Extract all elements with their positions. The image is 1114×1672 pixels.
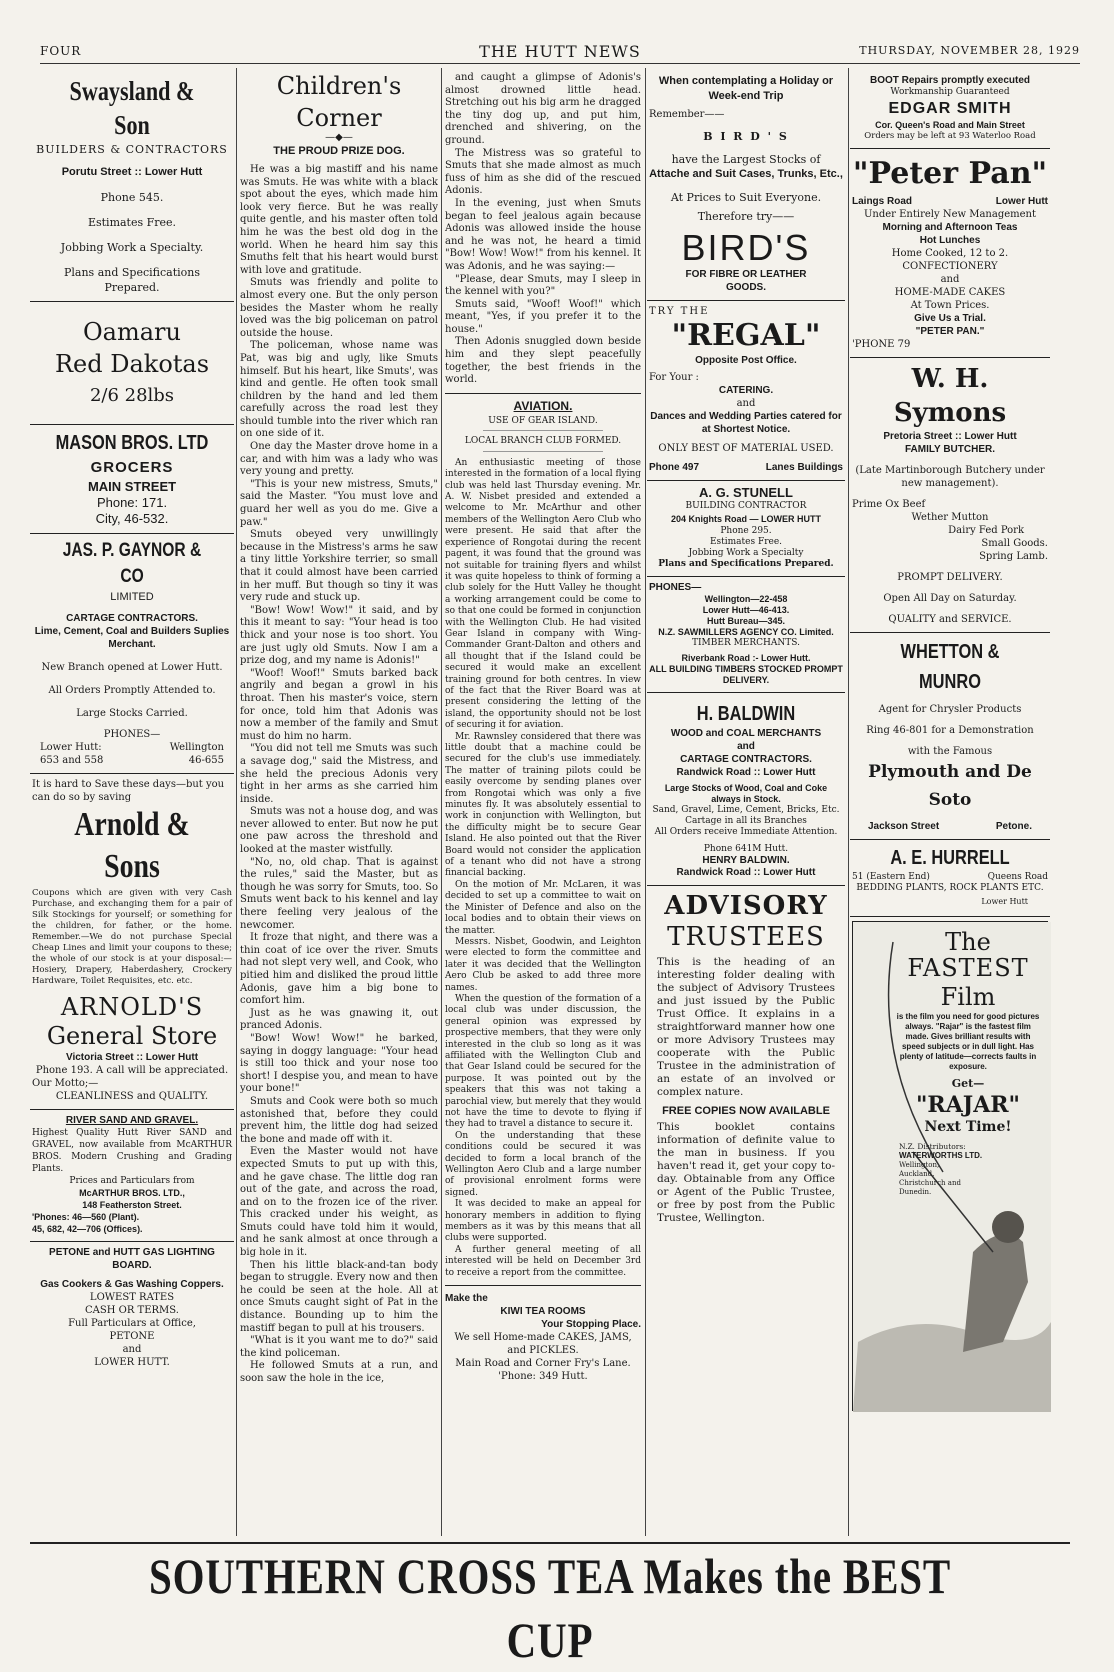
peterpan-and: and <box>940 274 960 285</box>
story-paragraph: One day the Master drove home in a car, and with him was a lady who was very young and pretty. <box>240 441 438 478</box>
edgar-address: Cor. Queen's Road and Main Street <box>875 120 1025 130</box>
story-continued-paragraph: The Mistress was so grateful to Smuts that she made almost as much fuss of him as she did of the rescued Adonis. <box>445 147 641 197</box>
birds-name-small: B I R D ' S <box>703 130 789 143</box>
gas-petone: PETONE <box>109 1331 155 1342</box>
stunell-plans: Plans and Specifications Prepared. <box>658 559 834 569</box>
swaysland-trade: BUILDERS & CONTRACTORS <box>36 143 228 156</box>
arnold-motto-label: Our Motto;— <box>32 1078 99 1089</box>
ad-swaysland <box>30 70 234 302</box>
story-paragraph: Smuts was not a house dog, and was never allowed to enter. But now he put one paw across the threshold and looked at the master wistfully. <box>240 806 438 856</box>
gaynor-orders: All Orders Promptly Attended to. <box>48 685 216 696</box>
whetton-town: Petone. <box>995 821 1032 832</box>
symons-wether: Wether Mutton <box>911 512 989 523</box>
gas-rates: LOWEST RATES <box>89 1292 175 1303</box>
peterpan-name: "Peter Pan" <box>852 156 1048 191</box>
gaynor-limited: LIMITED <box>110 591 154 603</box>
regal-catering: CATERING. <box>718 385 774 396</box>
masthead <box>40 40 1080 64</box>
rajar-name: "RAJAR" <box>915 1092 1021 1118</box>
story-paragraph: Just as he was gnawing it, out pranced Adonis. <box>240 1007 438 1032</box>
swaysland-estimates: Estimates Free. <box>87 216 177 229</box>
regal-name: "REGAL" <box>671 318 821 353</box>
baldwin-orders: All Orders receive Immediate Attention. <box>654 827 838 837</box>
sawmillers-phone-3: Hutt Bureau—345. <box>706 616 786 626</box>
mason-trade: GROCERS <box>90 459 174 476</box>
story-paragraph: Then his little black-and-tan body began to struggle. Every now and then he could be seen at the hole. All at once Smuts caught sight of Pat in the distance. Bounding up to him the mastiff began to pull at his trousers. <box>240 1259 438 1334</box>
mason-city: City, 46-532. <box>95 511 169 526</box>
aviation-subtitle: USE OF GEAR ISLAND. <box>488 415 598 426</box>
baldwin-name: H. BALDWIN <box>696 703 796 725</box>
symons-pork: Dairy Fed Pork <box>948 525 1024 536</box>
aviation-paragraph: Mr. Rawnsley considered that there was little doubt that a machine could be secured for the club's use immediately. The matter of training pilots could be easily overcome by sending planes over from Rongotai which was only a five minutes fly. It was absolutely essential to work in conjunction with Wellington, but the difficulty might be to secure Gear Island. He also pointed out that the River Board would not consider the application of a tenant who did not have a strong financial backing. <box>445 731 641 879</box>
arnold-store-type: General Store <box>46 1022 218 1050</box>
arnold-name: Arnold & Sons <box>74 806 190 885</box>
page-number: FOUR <box>40 44 82 58</box>
peterpan-signoff: "PETER PAN." <box>915 326 985 337</box>
sand-company: McARTHUR BROS. LTD., <box>79 1188 185 1198</box>
issue-date: THURSDAY, NOVEMBER 28, 1929 <box>859 44 1080 57</box>
baldwin-wood: WOOD and COAL MERCHANTS <box>670 728 822 739</box>
baldwin-name-2: HENRY BALDWIN. <box>702 855 790 866</box>
story-continued-paragraph: "Please, dear Smuts, may I sleep in the kennel with you?" <box>445 273 641 298</box>
gaynor-phone-wgtn-label: Wellington <box>169 742 224 753</box>
symons-lamb: Spring Lamb. <box>979 551 1048 562</box>
ad-stunell <box>647 481 845 577</box>
story-paragraph: "No, no, old chap. That is against the rules," said the Master, but as though he was sorry for Smuts, too. So Smuts went back to his kennel and lay there feeling very jealous of the newcomer. <box>240 856 438 931</box>
aviation-paragraph: It was decided to make an appeal for honorary members in addition to flying members as it was by this means that all clubs were supported. <box>445 1199 641 1244</box>
ad-symons <box>850 358 1050 633</box>
story-continued-paragraph: In the evening, just when Smuts began to feel jealous again because Adonis was allowed inside the house and he was not, he heard a timid "Bow! Wow! Wow!" from his kennel. It was Adonis, and he was saying:— <box>445 197 641 272</box>
column-5 <box>850 70 1050 1535</box>
symons-goods: Small Goods. <box>981 538 1048 549</box>
whetton-name: WHETTON & MUNRO <box>900 641 1000 693</box>
sawmillers-all: ALL BUILDING TIMBERS STOCKED PROMPT DELIVERY. <box>649 664 843 685</box>
ad-oamaru <box>30 302 234 425</box>
story-paragraph: Smuts obeyed very unwillingly because in the Mistress's arms he saw a tiny little Yorkshire terrier, so small that it could almost have been carried in her muff. But though so tiny it was very rude and stuck up. <box>240 529 438 604</box>
kiwi-sell: We sell Home-made CAKES, JAMS, and PICKLES. <box>454 1332 632 1357</box>
regal-try: TRY THE <box>649 306 710 317</box>
whetton-with: with the Famous <box>907 746 993 757</box>
ad-mason <box>30 425 234 534</box>
column-2-childrens-corner: Children's Corner —◆— THE PROUD PRIZE DOG. He was a big mastiff and his name was Smuts. He was white with a black spot about the eyes, which made him look very fierce. But he was really quite gentle, and his master often told him he was the best old dog in the world. When he heard him say this Smuths felt that his heart would burst with love and gratitude. Smuts was friendly and polite to almost every one. But the only person besides the Master whom he really loved was the big policeman on patrol outside the house. The policeman, whose name was Pat, was big and ugly, like Smuts himself. But his heart, like Smuts', was kind and gentle. He often took small children by the hand and led them carefully across the road lest they should tumble into the river which ran on one side of it. One day the Master drove home in a car, and with him was a lady who was very young and pretty. "This is your new mistress, Smuts," said the Master. "You must love and guard her well as you do me. Give a paw." Smuts obeyed very unwillingly because in the Mistress's arms he saw a tiny little Yorkshire terrier, so small that it could almost have been carried in her muff. But though so tiny it was very rude and stuck up. "Bow! Wow! Wow!" it said, and by this it meant to say: "Your head is too thick and your nose is too short. You are just ugly old Smuts. Now I am a prize dog, and my name is Adonis!" "Woof! Woof!" Smuts barked back angrily and began a growl in his throat. Then his master's voice, stern for once, told him that Adonis was now a member of the family and Smut must do him no harm. "You did not tell me Smuts was such a savage dog," said the Mistress, and she held the precious Adonis very tight in her arms as she carried him inside. Smuts was not a house dog, and was never allowed to enter. But now he put one paw across the threshold and looked at the master wistfully. "No, no, old chap. That is against the rules," said the Master, but as though he was sorry for Smuts, too. So Smuts went back to his kennel and lay there feeling very jealous of the newcomer. It froze that night, and there was a thin coat of ice over the river. Smuts had not slept very well, and Cook, who pitied him and disliked the proud little Adonis, gave him a big bone to comfort him. Just as he was gnawing it, out pranced Adonis. "Bow! Wow! Wow!" he barked, saying in doggy language: "Your head is still too thick and your nose too short! I despise you, and mean to have your bone!" Smuts and Cook were both so much astonished that, before they could prevent him, the little dog had seized the bone and made off with it. Even the Master would not have expected Smuts to put up with this, and he gave chase. The little dog ran out of the gate, and across the road, and on to the frozen ice of the river. This cracked under his weight, as Smuts could have told him it would, and he sank almost at once through a big hole in it. Then his little black-and-tan body began to struggle. Every now and then he could be seen at the hole. All at once Smuts caught sight of Pat in the distance. Bounding up to him the mastiff began to pull at his trousers. "What is it you want me to do?" said the kind policeman. He followed Smuts at a run, and soon saw the hole in the ice, <box>238 70 440 1535</box>
birds-remember: Remember—— <box>649 109 725 120</box>
mason-name: MASON BROS. LTD <box>55 432 209 454</box>
rajar-next: Next Time! <box>924 1119 1012 1135</box>
sand-street: 148 Featherston Street. <box>82 1200 182 1210</box>
peterpan-road: Laings Road <box>852 196 913 207</box>
ad-kiwi-tea-rooms <box>443 1290 643 1385</box>
edgar-name: EDGAR SMITH <box>888 100 1012 117</box>
sawmillers-name: N.Z. SAWMILLERS AGENCY CO. Limited. <box>658 627 834 637</box>
newspaper-title: THE HUTT NEWS <box>479 42 641 61</box>
rajar-distributor-name: WATERWORTHS LTD. <box>899 1151 983 1160</box>
swaysland-plans: Plans and Specifications Prepared. <box>64 266 200 294</box>
advisory-title-2: TRUSTEES <box>667 922 825 952</box>
regal-dances: Dances and Wedding Parties catered for at Shortest Notice. <box>650 411 842 435</box>
stunell-jobbing: Jobbing Work a Specialty <box>688 548 804 558</box>
aviation-title: AVIATION. <box>513 398 573 413</box>
kiwi-stop: Your Stopping Place. <box>541 1319 641 1331</box>
story-paragraph: "Bow! Wow! Wow!" he barked, saying in doggy language: "Your head is still too thick and your nose too short! I despise you, and mean to have your bone!" <box>240 1032 438 1095</box>
stunell-phone: Phone 295. <box>720 526 772 536</box>
advisory-body-2: This booklet contains information of definite value to the man in business. If you haven't read it, get your copy to-day. Obtainable from any Office or Agent of the Public Trustee, or free by post from the Public Trustee, Wellington. <box>657 1121 835 1224</box>
peterpan-prices: At Town Prices. <box>910 300 990 311</box>
ad-edgar-smith <box>850 70 1050 149</box>
birds-name-big: BIRD'S <box>681 227 811 268</box>
rajar-get: Get— <box>951 1077 985 1090</box>
birds-fibre: FOR FIBRE OR LEATHER GOODS. <box>685 269 807 293</box>
column-3 <box>443 70 643 1535</box>
stunell-name: A. G. STUNELL <box>699 485 793 500</box>
story-paragraph: He was a big mastiff and his name was Smuts. He was white with a black spot about the eyes, which made him look very fierce. But he was really quite gentle, and his master often told him he was the best old dog in the world. When he heard him say this Smuths felt that his heart would burst with love and gratitude. <box>240 164 438 276</box>
hurrell-address: 51 (Eastern End) <box>852 872 930 882</box>
symons-address: Pretoria Street :: Lower Hutt <box>883 431 1017 442</box>
ad-peter-pan <box>850 149 1050 358</box>
gas-and: and <box>122 1344 142 1355</box>
baldwin-address-2: Randwick Road :: Lower Hutt <box>676 867 816 878</box>
birds-therefore: Therefore try—— <box>697 210 795 223</box>
sawmillers-phone-1: Wellington—22-458 <box>704 594 788 604</box>
gaynor-trade: CARTAGE CONTRACTORS. <box>66 613 198 624</box>
rajar-fastest: FASTEST <box>907 954 1029 982</box>
sand-title: RIVER SAND AND GRAVEL. <box>65 1115 199 1126</box>
aviation-paragraph: Messrs. Nisbet, Goodwin, and Leighton were elected to form the committee and later it was decided that the Wellington Aero Club be asked to add three more names. <box>445 936 641 993</box>
kiwi-make: Make the <box>445 1293 488 1305</box>
oamaru-line1: Oamaru <box>83 318 181 346</box>
sawmillers-timber: TIMBER MERCHANTS. <box>692 638 800 648</box>
edgar-orders: Orders may be left at 93 Waterloo Road <box>864 131 1036 141</box>
childrens-corner-heading: Children's Corner <box>276 72 402 132</box>
peterpan-management: Under Entirely New Management <box>863 209 1037 220</box>
story-paragraph: "Woof! Woof!" Smuts barked back angrily and began a growl in his throat. Then his master's voice, stern for once, told him that Adonis was now a member of the family and Smut must do him no harm. <box>240 667 438 742</box>
ad-arnold <box>30 774 234 1110</box>
sand-body: Highest Quality Hutt River SAND and GRAVEL, now available from McARTHUR BROS. Modern Crushing and Grading Plants. <box>32 1128 232 1174</box>
birds-stocks: have the Largest Stocks of <box>671 153 821 166</box>
story-paragraph: "What is it you want me to do?" said the kind policeman. <box>240 1335 438 1359</box>
rajar-film: Film <box>940 983 996 1011</box>
oamaru-price: 2/6 28lbs <box>89 385 175 406</box>
aviation-subtitle-2: LOCAL BRANCH CLUB FORMED. <box>464 435 622 446</box>
symons-late: (Late Martinborough Butchery under new management). <box>855 465 1045 489</box>
regal-and: and <box>736 398 756 409</box>
peterpan-give: Give Us a Trial. <box>914 313 986 324</box>
whetton-cars: Plymouth and De Soto <box>868 762 1032 810</box>
baldwin-cartage-branches: Cartage in all its Branches <box>685 816 807 826</box>
baldwin-cartage: CARTAGE CONTRACTORS. <box>680 754 812 765</box>
gas-full: Full Particulars at Office, <box>68 1318 196 1329</box>
ad-sawmillers <box>647 577 845 693</box>
tea-slogan: SOUTHERN CROSS TEA Makes the BEST CUP <box>148 1548 952 1668</box>
whetton-ring: Ring 46-801 for a Demonstration <box>866 725 1034 736</box>
symons-prime: Prime Ox Beef <box>852 499 926 510</box>
hurrell-plants: BEDDING PLANTS, ROCK PLANTS ETC. <box>856 883 1044 893</box>
whetton-street: Jackson Street <box>868 821 940 832</box>
story-paragraph: "This is your new mistress, Smuts," said the Master. "You must love and guard her well as you do me. Give a paw." <box>240 478 438 528</box>
birds-intro: When contemplating a Holiday or Week-end Trip <box>658 75 834 102</box>
symons-open: Open All Day on Saturday. <box>883 593 1017 604</box>
regal-only: ONLY BEST OF MATERIAL USED. <box>658 443 834 454</box>
regal-lanes: Lanes Buildings <box>765 462 843 473</box>
hurrell-town: Lower Hutt <box>981 897 1028 906</box>
edgar-guarantee: Workmanship Guaranteed <box>890 87 1010 97</box>
rajar-distributors: N.Z. Distributors: <box>899 1142 966 1151</box>
aviation-paragraph: When the question of the formation of a local club was under discussion, the general opinion was expressed by prospective members, that they were only interested in the club so long as it was affiliated with the Wellington Club and that Gear Island could be secured for the purpose. It was pointed out by the speakers that this was not taking a parochial view, but merely that they would not have the time to devote to flying if they had to travel a distance to secure it. <box>445 993 641 1130</box>
ad-regal <box>647 301 845 481</box>
arnold-phone: Phone 193. A call will be appreciated. <box>35 1065 229 1076</box>
aviation-paragraph: An enthusiastic meeting of those interested in the formation of a local flying club was held last Thursday evening. Mr. A. W. Nisbet presided and extended a welcome to Mr. McArthur and other members of the Wellington Aero Club who were present. He said that after the experience of Rongotai during the recent pagent, it was found that the ground was not suitable for training flyers and whilst it was quite hopeless to think of forming a club solely for the Hutt Valley he thought a working arrangement could be come to so that one could be formed in conjunction with the Wellington Club. He had visited Gear Island in company with Wing-Commander Grant-Dalton and others and all thought that if the Island could be secured it would make an excellent training ground for both centres. In view of the fact that the River Board was at present considering the letting of the island, the opportunity should not be lost of securing it for aviation. <box>445 457 641 731</box>
story-continued-paragraph: Smuts said, "Woof! Woof!" which meant, "Yes, if you prefer it to the house." <box>445 298 641 335</box>
column-4 <box>647 70 845 1535</box>
regal-for-your: For Your : <box>649 372 699 383</box>
stunell-address: 204 Knights Road — LOWER HUTT <box>670 514 821 524</box>
arnold-street: Victoria Street :: Lower Hutt <box>65 1052 199 1063</box>
baldwin-phone: Phone 641M Hutt. <box>703 844 789 854</box>
sand-prices: Prices and Particulars from <box>69 1176 195 1186</box>
kiwi-address: Main Road and Corner Fry's Lane. <box>455 1358 631 1370</box>
stunell-trade: BUILDING CONTRACTOR <box>685 501 807 511</box>
baldwin-items: Sand, Gravel, Lime, Cement, Bricks, Etc. <box>652 805 840 815</box>
story-title: THE PROUD PRIZE DOG. <box>273 145 405 157</box>
story-paragraph: It froze that night, and there was a thin coat of ice over the river. Smuts had not slept very well, and Cook, who pitied him and disliked the proud little Adonis, gave him a big bone to comfort him. <box>240 932 438 1007</box>
aviation-paragraph: A further general meeting of all interested will be held on December 3rd to receive a report from the committee. <box>445 1244 641 1278</box>
advisory-free: FREE COPIES NOW AVAILABLE <box>662 1105 830 1117</box>
aviation-body <box>443 456 643 1281</box>
gaynor-branch: New Branch opened at Lower Hutt. <box>41 662 223 673</box>
arnold-store-name: ARNOLD'S <box>60 993 204 1021</box>
gaynor-name: JAS. P. GAYNOR & CO <box>62 540 202 587</box>
peterpan-home-cooked: Home Cooked, 12 to 2. <box>891 248 1009 259</box>
peterpan-lunches: Hot Lunches <box>919 235 981 246</box>
ad-rajar-film <box>852 921 1048 1411</box>
gaynor-goods: Lime, Cement, Coal and Builders Suplies Merchant. <box>34 626 230 650</box>
story-paragraph: Even the Master would not have expected Smuts to put up with this, and he gave chase. The little dog ran out of the gate, and across the road, and on to the frozen ice of the river. This cracked under his weight, as Smuts could have told him it would, and he sank almost at once through a big hole in it. <box>240 1146 438 1259</box>
hurrell-road: Queens Road <box>987 872 1048 882</box>
gas-body: Gas Cookers & Gas Washing Coppers. <box>40 1279 224 1290</box>
sawmillers-phones-label: PHONES— <box>649 582 702 593</box>
gaynor-phone-wgtn-value: 46-655 <box>188 755 224 766</box>
column-1 <box>30 70 234 1535</box>
arnold-motto: CLEANLINESS and QUALITY. <box>55 1091 209 1102</box>
story-continued-paragraph: and caught a glimpse of Adonis's almost drowned little head. Stretching out his big arm he dragged the tiny dog up, and put him, drenched and shivering, on the ground. <box>445 72 641 146</box>
baldwin-address: Randwick Road :: Lower Hutt <box>676 767 816 778</box>
story-paragraph: He followed Smuts at a run, and soon saw the hole in the ice, <box>240 1360 438 1384</box>
mason-street: MAIN STREET <box>87 479 177 494</box>
symons-trade: FAMILY BUTCHER. <box>904 444 995 455</box>
kiwi-name: KIWI TEA ROOMS <box>500 1306 586 1318</box>
story-body <box>238 162 440 1388</box>
footer-advert <box>30 1542 1070 1668</box>
oamaru-line2: Red Dakotas <box>54 350 210 378</box>
baldwin-stocks: Large Stocks of Wood, Coal and Coke always in Stock. <box>664 783 828 804</box>
hurrell-name: A. E. HURRELL <box>890 847 1010 869</box>
symons-name: W. H. Symons <box>893 364 1007 428</box>
swaysland-name: Swaysland & Son <box>69 76 195 140</box>
gas-title: PETONE and HUTT GAS LIGHTING BOARD. <box>49 1247 215 1271</box>
story-paragraph: "Bow! Wow! Wow!" it said, and by this it meant to say: "Your head is too thick and your nose is too short. You are just ugly old Smuts. Now I am a prize dog, and my name is Adonis!" <box>240 604 438 667</box>
edgar-boot: BOOT Repairs promptly executed <box>869 75 1031 86</box>
story-continued-paragraph: Then Adonis snuggled down beside him and they slept peacefully together, the best friends in the world. <box>445 336 641 386</box>
story-paragraph: Smuts was friendly and polite to almost every one. But the only person besides the Master whom he really loved was the big policeman on patrol outside the house. <box>240 277 438 339</box>
aviation-paragraph: On the motion of Mr. McLaren, it was decided to set up a committee to wait on the Minister of Defence and also on the local bodies and to obtain their views on the matter. <box>445 879 641 936</box>
gaynor-phone-lower-label: Lower Hutt: <box>40 742 102 753</box>
gaynor-phones-label: PHONES— <box>103 729 161 740</box>
ad-whetton-munro <box>850 633 1050 840</box>
peterpan-town: Lower Hutt <box>995 196 1048 207</box>
ad-gas-board <box>30 1242 234 1375</box>
stunell-estimates: Estimates Free. <box>709 537 783 547</box>
baldwin-and: and <box>737 741 755 752</box>
aviation-paragraph: On the understanding that these conditions could be secured it was decided to form a local branch of the Wellington Aero Club and a large number of provisional enrolment forms were signed. <box>445 1130 641 1198</box>
regal-phone: Phone 497 <box>649 462 700 473</box>
ad-advisory-trustees <box>647 886 845 1233</box>
gaynor-stocks: Large Stocks Carried. <box>76 708 188 719</box>
gas-lower: LOWER HUTT. <box>94 1357 170 1368</box>
whetton-agent: Agent for Chrysler Products <box>878 704 1022 715</box>
peterpan-phone: 'PHONE 79 <box>852 339 911 350</box>
symons-prompt: PROMPT DELIVERY. <box>897 572 1003 583</box>
swaysland-phone: Phone 545. <box>100 191 164 204</box>
rajar-the: The <box>945 928 991 956</box>
advisory-title-1: ADVISORY <box>664 891 828 921</box>
birds-cases: Attache and Suit Cases, Trunks, Etc., <box>649 168 843 180</box>
story-paragraph: "You did not tell me Smuts was such a savage dog," said the Mistress, and she held the precious Adonis very tight in her arms as she carried him inside. <box>240 743 438 805</box>
arnold-intro: It is hard to Save these days—but you can do so by saving <box>32 779 225 803</box>
sawmillers-address: Riverbank Road :- Lower Hutt. <box>681 653 811 663</box>
arnold-body: Coupons which are given with very Cash Purchase, and exchanging them for a pair of Silk Stockings for yourself; or something for the children, for father, or the home. Remember.—We do not purchase Special Cheap Lines and limit your coupons to these; the whole of our stock is at your disposal:—Hosiery, Drapery, Haberdashery, Crockery Hardware, Toilet Requisites, etc. etc. <box>32 888 232 986</box>
swaysland-address: Porutu Street :: Lower Hutt <box>61 166 203 178</box>
ad-baldwin <box>647 693 845 886</box>
sawmillers-phone-2: Lower Hutt—46-413. <box>702 605 790 615</box>
story-paragraph: Smuts and Cook were both so much astonished that, before they could prevent him, the little dog had seized the bone and made off with it. <box>240 1095 438 1145</box>
story-continued <box>443 70 643 389</box>
peterpan-teas: Morning and Afternoon Teas <box>882 222 1018 233</box>
ad-gaynor <box>30 534 234 774</box>
advisory-body: This is the heading of an interesting folder dealing with the subject of Advisory Trustees and just issued by the Public Trust Office. It explains in a straightforward manner how one or more Advisory Trustees may cooperate with the Public Trustee in the administration of an estate of an involved or complex nature. <box>657 956 835 1098</box>
swaysland-jobbing: Jobbing Work a Specialty. <box>60 241 204 254</box>
rajar-cities: Wellington, Auckland, Christchurch and Dunedin. <box>899 1161 961 1196</box>
rajar-desc: is the film you need for good pictures always. "Rajar" is the fastest film made. Gives brilliant results with speed subjects or in dull light. Has plenty of latitude—corrects faults in exposure. <box>896 1012 1040 1071</box>
ad-hurrell <box>850 840 1050 917</box>
regal-opposite: Opposite Post Office. <box>695 355 797 366</box>
sand-phones-plant: 'Phones: 46—560 (Plant). <box>32 1212 140 1222</box>
kiwi-phone: 'Phone: 349 Hutt. <box>498 1371 588 1383</box>
ad-sand-gravel <box>30 1110 234 1242</box>
ad-birds <box>647 70 845 301</box>
symons-quality: QUALITY and SERVICE. <box>888 614 1012 625</box>
birds-prices: At Prices to Suit Everyone. <box>670 191 822 204</box>
peterpan-confectionery: CONFECTIONERY <box>902 261 998 272</box>
sand-phones-offices: 45, 682, 42—706 (Offices). <box>32 1224 143 1234</box>
gaynor-phone-lower-value: 653 and 558 <box>40 755 104 766</box>
mason-phone: Phone: 171. <box>96 495 168 510</box>
story-paragraph: The policeman, whose name was Pat, was big and ugly, like Smuts himself. But his heart, like Smuts', was kind and gentle. He often took small children by the hand and led them carefully across the road lest they should tumble into the river which ran on one side of it. <box>240 340 438 440</box>
gas-terms: CASH OR TERMS. <box>85 1305 179 1316</box>
peterpan-cakes: HOME-MADE CAKES <box>894 287 1006 298</box>
